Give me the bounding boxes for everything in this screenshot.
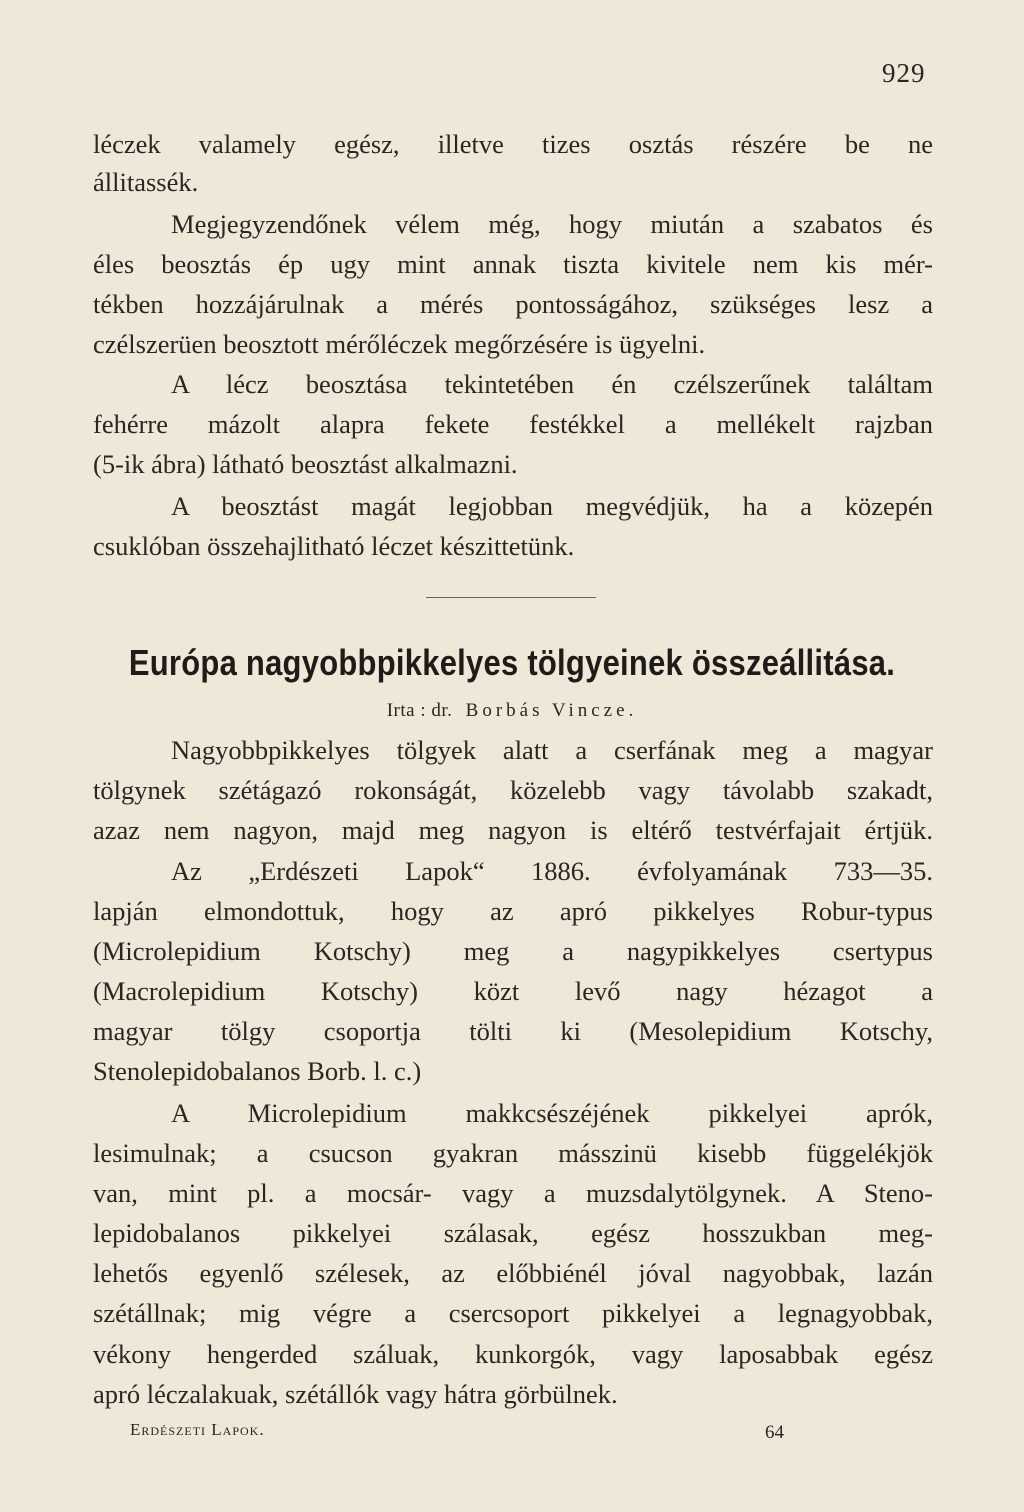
text-line: magyar tölgy csoportja tölti ki (Mesolepidium Kotschy, — [93, 1016, 933, 1046]
byline-prefix: Irta : dr. — [386, 700, 453, 721]
text-line: állitassék. — [93, 167, 199, 197]
text-line: vékony hengerded száluak, kunkorgók, vagy laposabbak egész — [93, 1339, 933, 1369]
text-line: Megjegyzendőnek vélem még, hogy miután a szabatos és — [171, 209, 933, 239]
text-line: Az „Erdészeti Lapok“ 1886. évfolyamának 733—35. — [171, 856, 933, 886]
text-line: csuklóban összehajlitható léczet készittetünk. — [93, 531, 575, 561]
text-line: A Microlepidium makkcsészéjének pikkelyei aprók, — [171, 1098, 933, 1128]
text-line: tölgynek szétágazó rokonságát, közelebb vagy távolabb szakadt, — [93, 775, 933, 805]
footer-signature: 64 — [765, 1422, 784, 1443]
text-line: fehérre mázolt alapra fekete festékkel a mellékelt rajzban — [93, 409, 933, 439]
text-line: (5-ik ábra) látható beosztást alkalmazni. — [93, 449, 518, 479]
text-line: lehetős egyenlő szélesek, az előbbiénél jóval nagyobbak, lazán — [93, 1258, 933, 1288]
text-line: éles beosztás ép ugy mint annak tiszta kivitele nem kis mér- — [93, 249, 933, 279]
text-line: (Microlepidium Kotschy) meg a nagypikkelyes csertypus — [93, 936, 933, 966]
text-line: lepidobalanos pikkelyei szálasak, egész hosszukban meg- — [93, 1218, 933, 1248]
text-line: Stenolepidobalanos Borb. l. c.) — [93, 1056, 422, 1086]
text-line: van, mint pl. a mocsár- vagy a muzsdalytölgynek. A Steno- — [93, 1178, 933, 1208]
text-line: szétállnak; mig végre a csercsoport pikkelyei a legnagyobbak, — [93, 1298, 933, 1328]
text-line: léczek valamely egész, illetve tizes osztás részére be ne — [93, 129, 933, 159]
text-line: apró léczalakuak, szétállók vagy hátra görbülnek. — [93, 1379, 618, 1409]
page-number: 929 — [882, 58, 926, 88]
text-line: lesimulnak; a csucson gyakran másszinü kisebb függelékjök — [93, 1138, 933, 1168]
text-line: Nagyobbpikkelyes tölgyek alatt a cserfának meg a magyar — [171, 735, 933, 765]
text-line: tékben hozzájárulnak a mérés pontosságához, szükséges lesz a — [93, 289, 933, 319]
section-divider — [426, 597, 596, 598]
text-line: czélszerüen beosztott mérőléczek megőrzésére is ügyelni. — [93, 329, 706, 359]
footer-journal: Erdészeti Lapok. — [130, 1420, 265, 1439]
byline — [0, 700, 1024, 722]
text-line: A lécz beosztása tekintetében én czélszerűnek találtam — [171, 369, 933, 399]
byline-author: Borbás Vincze. — [465, 700, 638, 721]
text-line: A beosztást magát legjobban megvédjük, ha a közepén — [171, 491, 933, 521]
text-line: azaz nem nagyon, majd meg nagyon is eltérő testvérfajait értjük. — [93, 815, 933, 845]
article-title: Európa nagyobbpikkelyes tölgyeinek összeállitása. — [128, 642, 896, 683]
text-line: lapján elmondottuk, hogy az apró pikkelyes Robur-typus — [93, 896, 933, 926]
text-line: (Macrolepidium Kotschy) közt levő nagy hézagot a — [93, 976, 933, 1006]
